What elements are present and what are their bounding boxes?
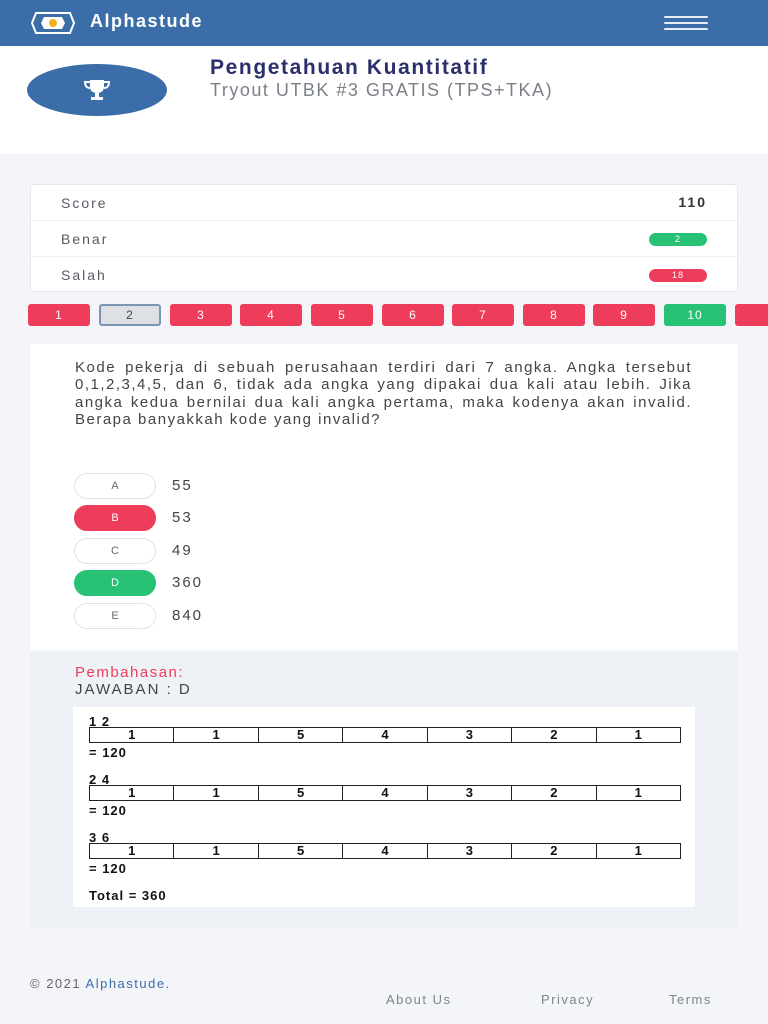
calc-cell: 1 <box>174 844 258 858</box>
option-letter-badge[interactable]: A <box>74 473 156 499</box>
calc-cell: 5 <box>259 786 343 800</box>
footer-link-about[interactable]: About Us <box>386 992 452 1007</box>
score-label: Score <box>61 195 108 211</box>
wrong-count-badge: 18 <box>649 269 707 282</box>
brand-name[interactable]: Alphastude <box>90 11 204 31</box>
question-number-button[interactable]: 4 <box>240 304 302 326</box>
trophy-badge <box>27 64 167 116</box>
question-number-button[interactable]: 10 <box>664 304 726 326</box>
explanation-calculation <box>73 707 695 907</box>
correct-row <box>31 221 737 257</box>
calc-cell: 4 <box>343 786 427 800</box>
option-e[interactable] <box>74 603 474 629</box>
question-number-button[interactable]: 9 <box>593 304 655 326</box>
calc-cells <box>89 843 681 859</box>
calc-cell: 3 <box>428 786 512 800</box>
calc-cell: 1 <box>634 785 642 800</box>
top-navbar <box>0 0 768 46</box>
question-number-nav <box>0 304 768 326</box>
calc-cell: 2 <box>512 786 596 800</box>
question-number-button[interactable]: 5 <box>311 304 373 326</box>
calc-cell: 5 <box>259 728 343 742</box>
copyright-link[interactable]: Alphastude. <box>85 976 171 991</box>
option-c[interactable] <box>74 538 474 564</box>
score-row <box>31 185 737 221</box>
footer-link-terms[interactable]: Terms <box>669 992 712 1007</box>
calc-cell: 1 <box>174 786 258 800</box>
calc-cell: 4 <box>343 728 427 742</box>
copyright <box>30 976 171 991</box>
calc-cell: 4 <box>343 844 427 858</box>
option-d[interactable] <box>74 570 474 596</box>
calc-cell: 2 <box>512 844 596 858</box>
correct-count-badge: 2 <box>649 233 707 246</box>
question-number-button[interactable]: 6 <box>382 304 444 326</box>
question-number-button[interactable]: 3 <box>170 304 232 326</box>
calc-block-result: = 120 <box>89 803 127 818</box>
calc-cell: 1 <box>90 786 174 800</box>
calc-cell: 3 <box>428 728 512 742</box>
question-number-button[interactable]: 1 <box>28 304 90 326</box>
quiz-header <box>0 46 768 154</box>
score-value: 110 <box>678 194 707 210</box>
explanation-answer: JAWABAN : D <box>75 681 192 698</box>
calc-cells <box>89 785 681 801</box>
option-letter-badge[interactable]: B <box>74 505 156 531</box>
option-text: 55 <box>172 477 193 494</box>
correct-label: Benar <box>61 231 109 247</box>
calc-cell: 1 <box>174 728 258 742</box>
calc-cells <box>89 727 681 743</box>
wrong-row <box>31 257 737 293</box>
calc-block-label: 3 6 <box>89 830 111 845</box>
option-letter-badge[interactable]: E <box>74 603 156 629</box>
question-number-button[interactable] <box>735 304 768 326</box>
calc-cell: 3 <box>428 844 512 858</box>
score-summary <box>30 184 738 292</box>
option-a[interactable] <box>74 473 474 499</box>
question-number-button[interactable]: 7 <box>452 304 514 326</box>
option-text: 53 <box>172 509 193 526</box>
calc-block-result: = 120 <box>89 745 127 760</box>
calc-cell: 1 <box>634 727 642 742</box>
option-text: 49 <box>172 542 193 559</box>
alphastude-logo-icon[interactable] <box>30 11 76 35</box>
copyright-text: © 2021 <box>30 976 82 991</box>
question-number-button[interactable]: 8 <box>523 304 585 326</box>
calc-block-result: = 120 <box>89 861 127 876</box>
calc-cell: 1 <box>90 728 174 742</box>
wrong-label: Salah <box>61 267 107 283</box>
calc-block-label: 1 2 <box>89 714 111 729</box>
question-number-button[interactable]: 2 <box>99 304 161 326</box>
calc-cell: 1 <box>634 843 642 858</box>
calc-total: Total = 360 <box>89 888 167 903</box>
trophy-icon <box>83 79 111 101</box>
explanation-card <box>30 652 738 928</box>
option-letter-badge[interactable]: D <box>74 570 156 596</box>
calc-cell: 2 <box>512 728 596 742</box>
option-letter-badge[interactable]: C <box>74 538 156 564</box>
option-b[interactable] <box>74 505 474 531</box>
page-title: Pengetahuan Kuantitatif <box>210 56 489 79</box>
option-text: 840 <box>172 607 204 624</box>
calc-cell: 5 <box>259 844 343 858</box>
option-text: 360 <box>172 574 204 591</box>
calc-block-label: 2 4 <box>89 772 111 787</box>
page-subtitle: Tryout UTBK #3 GRATIS (TPS+TKA) <box>210 80 554 100</box>
footer-link-privacy[interactable]: Privacy <box>541 992 595 1007</box>
menu-hamburger-icon[interactable] <box>664 16 708 30</box>
calc-cell: 1 <box>90 844 174 858</box>
question-card <box>30 344 738 650</box>
explanation-title: Pembahasan: <box>75 664 185 681</box>
question-text: Kode pekerja di sebuah perusahaan terdiri dari 7 angka. Angka tersebut 0,1,2,3,4,5, dan 6, tidak ada angka yang dipakai dua kali atau lebih. Jika angka kedua bernilai dua kali angka pertama, maka kodenya akan invalid. Berapa banyakkah kode yang invalid? <box>75 359 692 429</box>
